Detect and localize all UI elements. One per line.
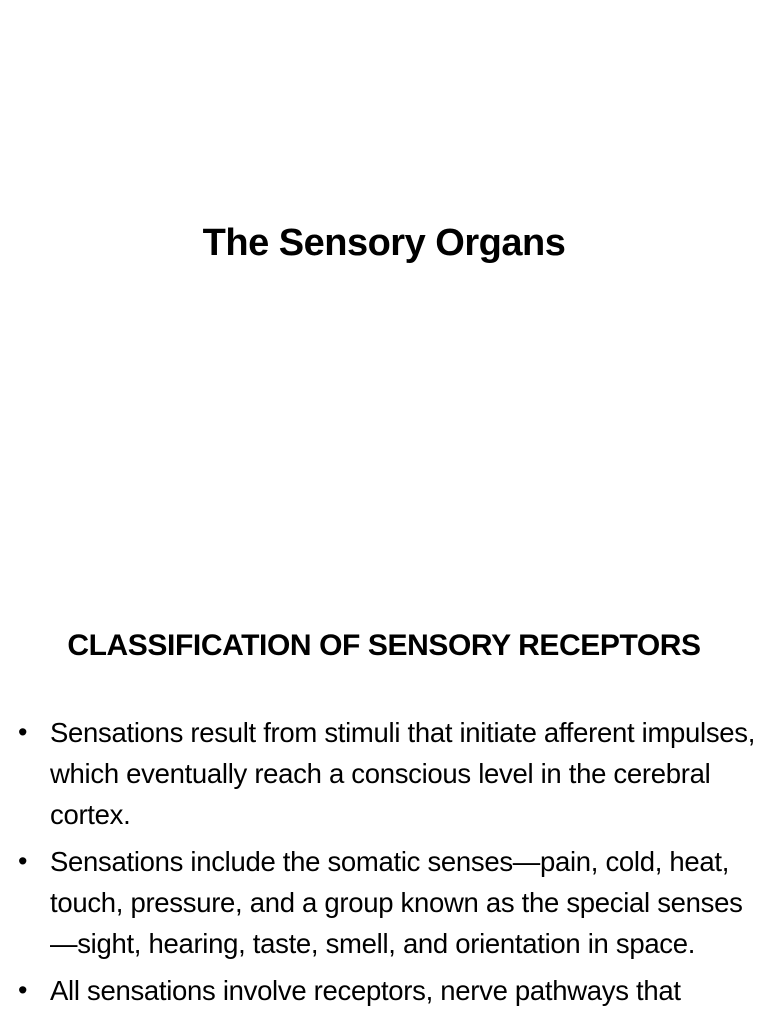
bullet-icon: • bbox=[18, 717, 28, 747]
section-heading: CLASSIFICATION OF SENSORY RECEPTORS bbox=[67, 629, 701, 662]
slide-title: The Sensory Organs bbox=[202, 222, 566, 264]
bullet-item bbox=[18, 970, 758, 1011]
bullet-text: Sensations result from stimuli that initiate afferent impulses, which eventually reach a conscious level in the cerebral cortex. bbox=[50, 717, 756, 830]
bullet-icon: • bbox=[18, 846, 28, 876]
bullet-icon: • bbox=[18, 975, 28, 1005]
bullet-text: All sensations involve receptors, nerve pathways that bbox=[50, 975, 681, 1006]
bullet-item bbox=[18, 712, 758, 835]
content-slide bbox=[0, 576, 768, 1024]
bullet-text: Sensations include the somatic senses—pain, cold, heat, touch, pressure, and a group known as the special senses—sight, hearing, taste, smell, and orientation in space. bbox=[50, 846, 743, 959]
bullet-item bbox=[18, 841, 758, 964]
bullet-list bbox=[18, 712, 758, 1017]
